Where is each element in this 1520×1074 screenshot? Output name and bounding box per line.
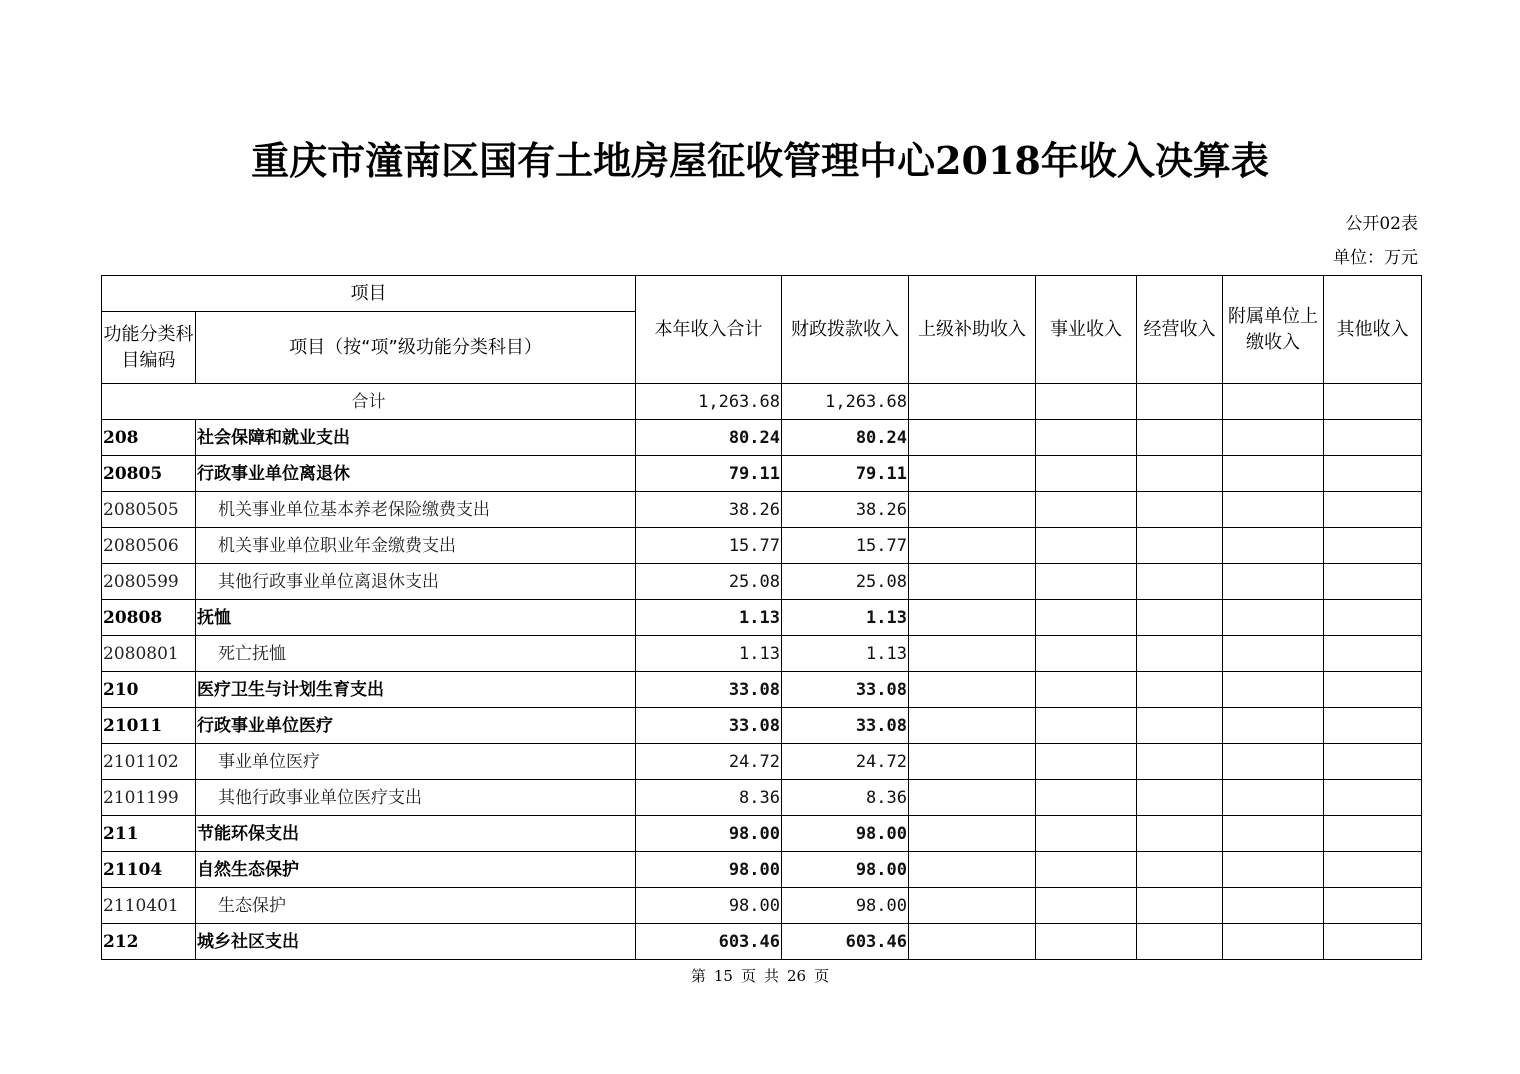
empty-cell bbox=[1223, 852, 1324, 888]
empty-cell bbox=[1223, 888, 1324, 924]
page-title: 重庆市潼南区国有土地房屋征收管理中心2018年收入决算表 bbox=[251, 138, 1269, 183]
empty-cell bbox=[1223, 708, 1324, 744]
item-name-cell: 其他行政事业单位离退休支出 bbox=[196, 564, 636, 600]
empty-cell bbox=[1324, 708, 1422, 744]
empty-cell bbox=[909, 528, 1036, 564]
empty-cell bbox=[1036, 384, 1137, 420]
item-name-cell: 机关事业单位基本养老保险缴费支出 bbox=[196, 492, 636, 528]
header-fiscal: 财政拨款收入 bbox=[782, 276, 909, 384]
fiscal-cell: 8.36 bbox=[782, 780, 909, 816]
empty-cell bbox=[1223, 672, 1324, 708]
item-name-cell: 行政事业单位医疗 bbox=[196, 708, 636, 744]
empty-cell bbox=[1223, 816, 1324, 852]
empty-cell bbox=[1223, 384, 1324, 420]
empty-cell bbox=[1324, 888, 1422, 924]
header-operating: 经营收入 bbox=[1137, 276, 1223, 384]
total-income-cell: 38.26 bbox=[636, 492, 782, 528]
empty-cell bbox=[1137, 708, 1223, 744]
table-row bbox=[102, 816, 1422, 852]
item-name-cell: 自然生态保护 bbox=[196, 852, 636, 888]
empty-cell bbox=[909, 780, 1036, 816]
empty-cell bbox=[1137, 924, 1223, 960]
item-name-cell: 节能环保支出 bbox=[196, 816, 636, 852]
empty-cell bbox=[1223, 528, 1324, 564]
empty-cell bbox=[1137, 420, 1223, 456]
empty-cell bbox=[1223, 420, 1324, 456]
fiscal-cell: 1.13 bbox=[782, 636, 909, 672]
empty-cell bbox=[1036, 672, 1137, 708]
fiscal-cell: 80.24 bbox=[782, 420, 909, 456]
empty-cell bbox=[1137, 600, 1223, 636]
income-table bbox=[101, 275, 1422, 960]
code-cell: 2080505 bbox=[102, 492, 196, 528]
total-income-cell: 98.00 bbox=[636, 816, 782, 852]
footer-prefix: 第 bbox=[690, 967, 706, 985]
empty-cell bbox=[1324, 744, 1422, 780]
table-row bbox=[102, 780, 1422, 816]
item-name-cell: 死亡抚恤 bbox=[196, 636, 636, 672]
total-income-cell: 33.08 bbox=[636, 672, 782, 708]
header-project: 项目 bbox=[102, 276, 636, 312]
fiscal-cell: 603.46 bbox=[782, 924, 909, 960]
empty-cell bbox=[1036, 456, 1137, 492]
empty-cell bbox=[909, 672, 1036, 708]
empty-cell bbox=[1137, 456, 1223, 492]
total-income-cell: 25.08 bbox=[636, 564, 782, 600]
empty-cell bbox=[909, 492, 1036, 528]
code-cell: 211 bbox=[102, 816, 196, 852]
empty-cell bbox=[1223, 636, 1324, 672]
code-cell: 2080506 bbox=[102, 528, 196, 564]
empty-cell bbox=[1324, 528, 1422, 564]
table-row bbox=[102, 852, 1422, 888]
empty-cell bbox=[1223, 492, 1324, 528]
table-row bbox=[102, 672, 1422, 708]
item-name-cell: 医疗卫生与计划生育支出 bbox=[196, 672, 636, 708]
total-income-cell: 98.00 bbox=[636, 888, 782, 924]
total-income-cell: 98.00 bbox=[636, 852, 782, 888]
empty-cell bbox=[909, 708, 1036, 744]
empty-cell bbox=[909, 420, 1036, 456]
fiscal-cell: 33.08 bbox=[782, 672, 909, 708]
empty-cell bbox=[1324, 924, 1422, 960]
empty-cell bbox=[1036, 528, 1137, 564]
footer-total-pages: 26 bbox=[787, 967, 807, 985]
table-row bbox=[102, 492, 1422, 528]
table-row bbox=[102, 888, 1422, 924]
code-cell: 20808 bbox=[102, 600, 196, 636]
fiscal-cell: 79.11 bbox=[782, 456, 909, 492]
fiscal-cell: 15.77 bbox=[782, 528, 909, 564]
code-cell: 21104 bbox=[102, 852, 196, 888]
item-name-cell: 机关事业单位职业年金缴费支出 bbox=[196, 528, 636, 564]
empty-cell bbox=[1324, 600, 1422, 636]
empty-cell bbox=[1036, 600, 1137, 636]
empty-cell bbox=[1036, 852, 1137, 888]
empty-cell bbox=[1137, 636, 1223, 672]
code-cell: 21011 bbox=[102, 708, 196, 744]
empty-cell bbox=[1324, 420, 1422, 456]
empty-cell bbox=[1324, 816, 1422, 852]
empty-cell bbox=[909, 888, 1036, 924]
empty-cell bbox=[1223, 924, 1324, 960]
empty-cell bbox=[1137, 852, 1223, 888]
fiscal-cell: 38.26 bbox=[782, 492, 909, 528]
empty-cell bbox=[1137, 492, 1223, 528]
code-cell: 2080801 bbox=[102, 636, 196, 672]
empty-cell bbox=[909, 384, 1036, 420]
header-name: 项目（按“项”级功能分类科目） bbox=[196, 312, 636, 384]
form-number: 公开02表 bbox=[1345, 214, 1418, 234]
unit-label: 单位：万元 bbox=[1333, 248, 1418, 268]
footer-middle-b: 共 bbox=[764, 967, 780, 985]
empty-cell bbox=[1324, 636, 1422, 672]
header-code: 功能分类科目编码 bbox=[102, 312, 196, 384]
header-superior: 上级补助收入 bbox=[909, 276, 1036, 384]
empty-cell bbox=[909, 564, 1036, 600]
page-footer bbox=[0, 964, 1520, 988]
empty-cell bbox=[1036, 888, 1137, 924]
total-income-cell: 1.13 bbox=[636, 600, 782, 636]
empty-cell bbox=[909, 924, 1036, 960]
table-row bbox=[102, 924, 1422, 960]
total-income-cell: 15.77 bbox=[636, 528, 782, 564]
header-other: 其他收入 bbox=[1324, 276, 1422, 384]
item-name-cell: 其他行政事业单位医疗支出 bbox=[196, 780, 636, 816]
empty-cell bbox=[1324, 780, 1422, 816]
empty-cell bbox=[1223, 600, 1324, 636]
empty-cell bbox=[1137, 528, 1223, 564]
footer-middle-a: 页 bbox=[740, 967, 756, 985]
empty-cell bbox=[1137, 672, 1223, 708]
code-cell: 20805 bbox=[102, 456, 196, 492]
code-cell: 2101102 bbox=[102, 744, 196, 780]
empty-cell bbox=[909, 636, 1036, 672]
header-total-income: 本年收入合计 bbox=[636, 276, 782, 384]
fiscal-cell: 25.08 bbox=[782, 564, 909, 600]
empty-cell bbox=[1036, 564, 1137, 600]
total-income-cell: 24.72 bbox=[636, 744, 782, 780]
empty-cell bbox=[1137, 888, 1223, 924]
footer-page-number: 15 bbox=[713, 967, 733, 985]
total-income-cell: 33.08 bbox=[636, 708, 782, 744]
total-income-cell: 603.46 bbox=[636, 924, 782, 960]
fiscal-cell: 24.72 bbox=[782, 744, 909, 780]
code-cell: 2080599 bbox=[102, 564, 196, 600]
empty-cell bbox=[1036, 816, 1137, 852]
header-business: 事业收入 bbox=[1036, 276, 1137, 384]
empty-cell bbox=[1036, 924, 1137, 960]
total-income-cell: 1,263.68 bbox=[636, 384, 782, 420]
header-affiliated: 附属单位上缴收入 bbox=[1223, 276, 1324, 384]
empty-cell bbox=[1324, 456, 1422, 492]
empty-cell bbox=[1036, 744, 1137, 780]
empty-cell bbox=[1324, 384, 1422, 420]
empty-cell bbox=[909, 816, 1036, 852]
total-income-cell: 79.11 bbox=[636, 456, 782, 492]
empty-cell bbox=[1137, 744, 1223, 780]
item-name-cell: 抚恤 bbox=[196, 600, 636, 636]
item-name-cell: 城乡社区支出 bbox=[196, 924, 636, 960]
empty-cell bbox=[1324, 492, 1422, 528]
item-name-cell: 行政事业单位离退休 bbox=[196, 456, 636, 492]
item-name-cell: 社会保障和就业支出 bbox=[196, 420, 636, 456]
code-cell: 2110401 bbox=[102, 888, 196, 924]
empty-cell bbox=[1137, 564, 1223, 600]
empty-cell bbox=[909, 852, 1036, 888]
empty-cell bbox=[909, 600, 1036, 636]
code-cell: 2101199 bbox=[102, 780, 196, 816]
fiscal-cell: 98.00 bbox=[782, 816, 909, 852]
empty-cell bbox=[1324, 672, 1422, 708]
table-row bbox=[102, 600, 1422, 636]
empty-cell bbox=[1324, 564, 1422, 600]
table-row bbox=[102, 708, 1422, 744]
empty-cell bbox=[1036, 420, 1137, 456]
table-row bbox=[102, 636, 1422, 672]
empty-cell bbox=[909, 456, 1036, 492]
total-income-cell: 1.13 bbox=[636, 636, 782, 672]
empty-cell bbox=[1137, 816, 1223, 852]
fiscal-cell: 98.00 bbox=[782, 888, 909, 924]
total-fiscal-cell: 1,263.68 bbox=[782, 384, 909, 420]
table-body bbox=[102, 384, 1422, 960]
total-income-cell: 8.36 bbox=[636, 780, 782, 816]
table-row bbox=[102, 528, 1422, 564]
code-cell: 212 bbox=[102, 924, 196, 960]
empty-cell bbox=[1223, 744, 1324, 780]
empty-cell bbox=[1137, 780, 1223, 816]
total-row bbox=[102, 384, 1422, 420]
empty-cell bbox=[1223, 780, 1324, 816]
footer-suffix: 页 bbox=[814, 967, 830, 985]
fiscal-cell: 33.08 bbox=[782, 708, 909, 744]
empty-cell bbox=[1137, 384, 1223, 420]
empty-cell bbox=[909, 744, 1036, 780]
table-row bbox=[102, 456, 1422, 492]
item-name-cell: 事业单位医疗 bbox=[196, 744, 636, 780]
empty-cell bbox=[1223, 456, 1324, 492]
table-row bbox=[102, 420, 1422, 456]
empty-cell bbox=[1036, 636, 1137, 672]
fiscal-cell: 1.13 bbox=[782, 600, 909, 636]
empty-cell bbox=[1036, 492, 1137, 528]
code-cell: 208 bbox=[102, 420, 196, 456]
table-row bbox=[102, 744, 1422, 780]
code-cell: 210 bbox=[102, 672, 196, 708]
total-income-cell: 80.24 bbox=[636, 420, 782, 456]
table-row bbox=[102, 564, 1422, 600]
fiscal-cell: 98.00 bbox=[782, 852, 909, 888]
empty-cell bbox=[1036, 708, 1137, 744]
item-name-cell: 生态保护 bbox=[196, 888, 636, 924]
empty-cell bbox=[1036, 780, 1137, 816]
empty-cell bbox=[1223, 564, 1324, 600]
total-label: 合计 bbox=[102, 384, 636, 420]
empty-cell bbox=[1324, 852, 1422, 888]
